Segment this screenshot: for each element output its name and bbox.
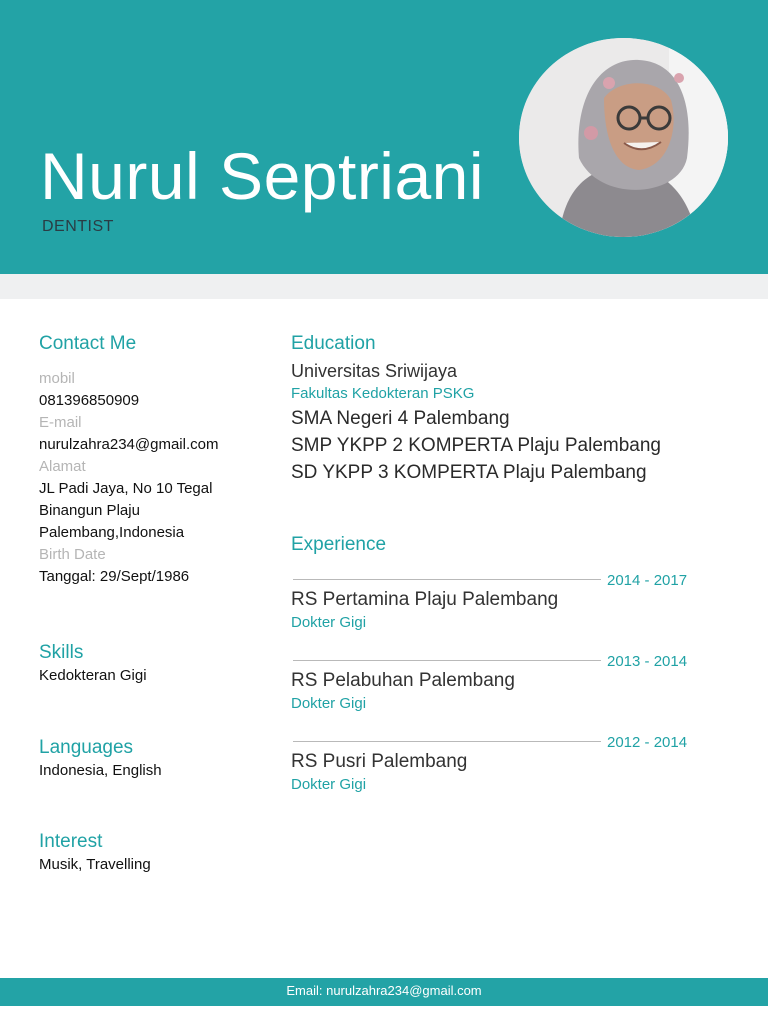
skills-value: Kedokteran Gigi xyxy=(39,667,147,684)
address-line: JL Padi Jaya, No 10 Tegal xyxy=(39,480,213,497)
address-line: Palembang,Indonesia xyxy=(39,524,185,541)
experience-role: Dokter Gigi xyxy=(291,776,367,793)
faculty-name: Fakultas Kedokteran PSKG xyxy=(291,385,475,402)
experience-place: RS Pertamina Plaju Palembang xyxy=(291,589,559,610)
timeline-line xyxy=(293,579,601,580)
timeline-line xyxy=(293,741,601,742)
school-item: SMA Negeri 4 Palembang xyxy=(291,408,510,429)
birth-value: Tanggal: 29/Sept/1986 xyxy=(39,568,190,585)
school-item: SD YKPP 3 KOMPERTA Plaju Palembang xyxy=(291,462,647,483)
languages-value: Indonesia, English xyxy=(39,762,162,779)
contact-heading: Contact Me xyxy=(39,333,137,354)
person-name: Nurul Septriani xyxy=(40,139,485,213)
university-name: Universitas Sriwijaya xyxy=(291,361,458,381)
experience-role: Dokter Gigi xyxy=(291,614,367,631)
experience-heading: Experience xyxy=(291,534,387,555)
experience-period: 2014 - 2017 xyxy=(607,572,688,589)
languages-heading: Languages xyxy=(39,737,134,758)
experience-period: 2013 - 2014 xyxy=(607,653,688,670)
right-column xyxy=(291,332,731,815)
birth-label: Birth Date xyxy=(39,546,106,563)
email-label: E-mail xyxy=(39,414,82,431)
experience-item xyxy=(291,734,731,815)
phone-value: 081396850909 xyxy=(39,392,140,409)
job-title: DENTIST xyxy=(42,218,114,235)
experience-place: RS Pelabuhan Palembang xyxy=(291,670,515,691)
profile-photo xyxy=(519,38,728,237)
skills-heading: Skills xyxy=(39,642,84,663)
interest-heading: Interest xyxy=(39,831,103,852)
divider-band xyxy=(0,274,768,299)
experience-period: 2012 - 2014 xyxy=(607,734,688,751)
left-column xyxy=(39,332,269,876)
footer-bar xyxy=(0,978,768,1006)
school-item: SMP YKPP 2 KOMPERTA Plaju Palembang xyxy=(291,435,661,456)
experience-item xyxy=(291,653,731,734)
experience-list xyxy=(291,572,731,815)
experience-role: Dokter Gigi xyxy=(291,695,367,712)
interest-value: Musik, Travelling xyxy=(39,856,151,873)
email-value: nurulzahra234@gmail.com xyxy=(39,436,219,453)
experience-item xyxy=(291,572,731,653)
address-label: Alamat xyxy=(39,458,86,475)
experience-place: RS Pusri Palembang xyxy=(291,751,468,772)
timeline-line xyxy=(293,660,601,661)
header-banner xyxy=(0,0,768,274)
profile-photo-icon xyxy=(519,38,728,237)
footer-email: Email: nurulzahra234@gmail.com xyxy=(286,983,482,998)
education-heading: Education xyxy=(291,333,376,354)
phone-label: mobil xyxy=(39,370,75,387)
address-line: Binangun Plaju xyxy=(39,502,140,519)
